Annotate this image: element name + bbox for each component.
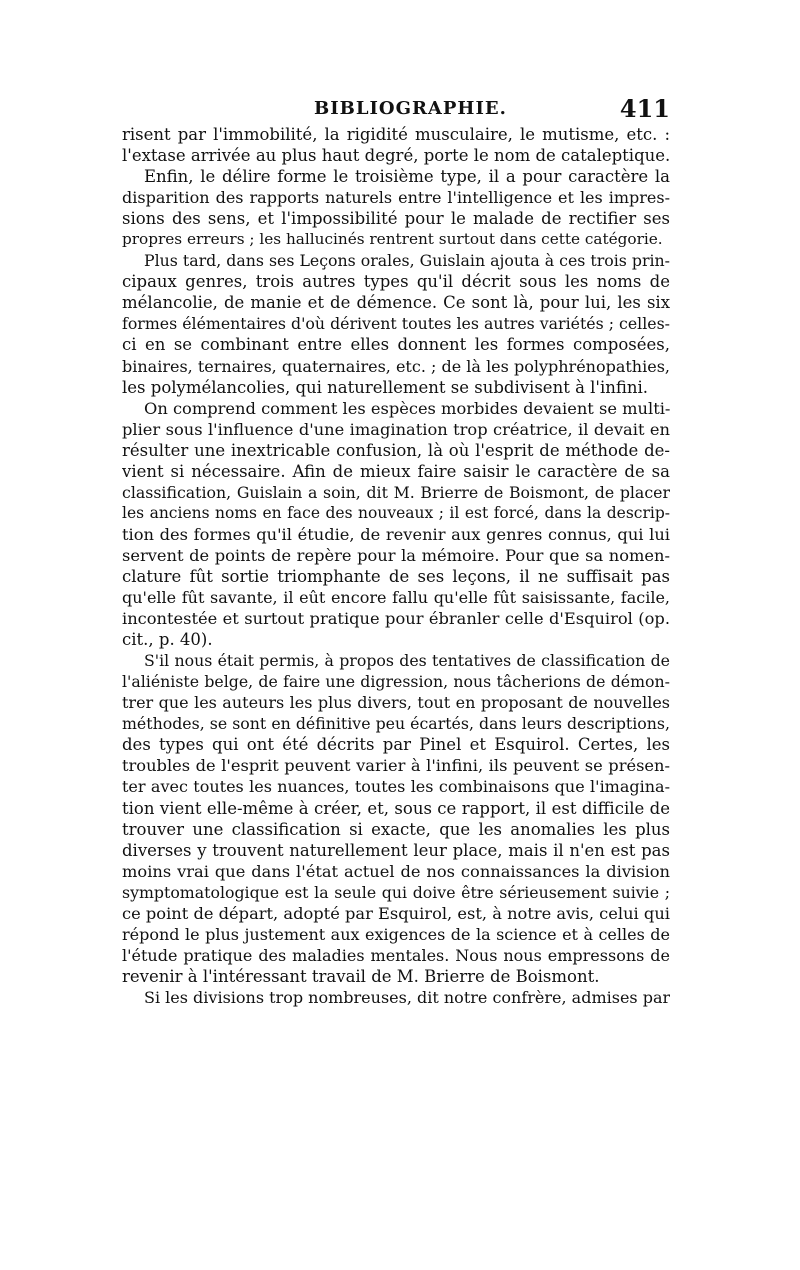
text-line: On comprend comment les espèces morbides devaient se multi- — [144, 398, 670, 418]
text-line: propres erreurs ; les hallucinés rentrent surtout dans cette catégorie. — [122, 230, 663, 249]
text-line: revenir à l'intéressant travail de M. Brierre de Boismont. — [122, 966, 600, 986]
text-line: répond le plus justement aux exigences de la science et à celles de — [122, 924, 670, 944]
text-line: diverses y trouvent naturellement leur place, mais il n'en est pas — [122, 840, 670, 860]
text-line: binaires, ternaires, quaternaires, etc. ; de là les polyphrénopathies, — [122, 356, 670, 376]
text-line: formes élémentaires d'où dérivent toutes les autres variétés ; celles- — [122, 314, 670, 334]
text-line: Enfin, le délire forme le troisième type, il a pour caractère la — [144, 167, 670, 187]
text-line: symptomatologique est la seule qui doive être sérieusement suivie ; — [122, 882, 670, 902]
text-line: moins vrai que dans l'état actuel de nos connaissances la division — [122, 861, 670, 881]
text-line: les polymélancolies, qui naturellement se subdivisent à l'infini. — [122, 377, 649, 397]
text-line: tion vient elle-même à créer, et, sous ce rapport, il est difficile de — [122, 798, 670, 818]
text-line: cipaux genres, trois autres types qu'il décrit sous les noms de — [122, 272, 670, 292]
text-line: trer que les auteurs les plus divers, tout en proposant de nouvelles — [122, 693, 670, 713]
text-line: incontestée et surtout pratique pour ébranler celle d'Esquirol (op. — [122, 609, 670, 629]
text-line: des types qui ont été décrits par Pinel et Esquirol. Certes, les — [122, 735, 670, 755]
text-line: l'étude pratique des maladies mentales. Nous nous empressons de — [122, 945, 670, 965]
text-line: troubles de l'esprit peuvent varier à l'infini, ils peuvent se présen- — [122, 756, 670, 776]
text-line: l'extase arrivée au plus haut degré, porte le nom de cataleptique. — [122, 146, 670, 166]
text-line: clature fût sortie triomphante de ses leçons, il ne suffisait pas — [122, 566, 670, 586]
page-number: 411 — [619, 94, 670, 123]
text-line: classification, Guislain a soin, dit M. Brierre de Boismont, de placer — [122, 482, 670, 502]
text-line: les anciens noms en face des nouveaux ; il est forcé, dans la descrip- — [122, 503, 670, 522]
running-head — [122, 96, 670, 124]
text-line: trouver une classification si exacte, que les anomalies les plus — [122, 819, 670, 839]
text-line: résulter une inextricable confusion, là où l'esprit de méthode de- — [122, 440, 670, 460]
text-line: disparition des rapports naturels entre l'intelligence et les impres- — [122, 188, 670, 208]
text-line: plier sous l'influence d'une imagination trop créatrice, il devait en — [122, 419, 670, 439]
text-line: risent par l'immobilité, la rigidité musculaire, le mutisme, etc. : — [122, 125, 670, 144]
text-line: sions des sens, et l'impossibilité pour le malade de rectifier ses — [122, 209, 670, 229]
body-text — [122, 124, 670, 1008]
text-line: S'il nous était permis, à propos des tentatives de classification de — [144, 651, 670, 671]
text-line: ci en se combinant entre elles donnent les formes composées, — [122, 335, 670, 355]
text-line: ter avec toutes les nuances, toutes les combinaisons que l'imagina- — [122, 777, 670, 797]
text-line: vient si nécessaire. Afin de mieux faire saisir le caractère de sa — [122, 461, 670, 481]
text-line: Si les divisions trop nombreuses, dit notre confrère, admises par — [144, 987, 670, 1007]
text-line: tion des formes qu'il étudie, de revenir aux genres connus, qui lui — [122, 524, 670, 544]
text-line: qu'elle fût savante, il eût encore fallu qu'elle fût saisissante, facile, — [122, 588, 670, 608]
text-line: servent de points de repère pour la mémoire. Pour que sa nomen- — [122, 545, 670, 565]
text-line: l'aliéniste belge, de faire une digression, nous tâcherions de démon- — [122, 672, 670, 692]
text-line: mélancolie, de manie et de démence. Ce sont là, pour lui, les six — [122, 293, 670, 313]
text-line: cit., p. 40). — [122, 630, 213, 650]
text-line: ce point de départ, adopté par Esquirol, est, à notre avis, celui qui — [122, 903, 670, 923]
text-line: Plus tard, dans ses Leçons orales, Guislain ajouta à ces trois prin- — [144, 251, 670, 271]
text-line: méthodes, se sont en définitive peu écartés, dans leurs descriptions, — [122, 714, 670, 734]
running-title: BIBLIOGRAPHIE. — [314, 98, 507, 119]
